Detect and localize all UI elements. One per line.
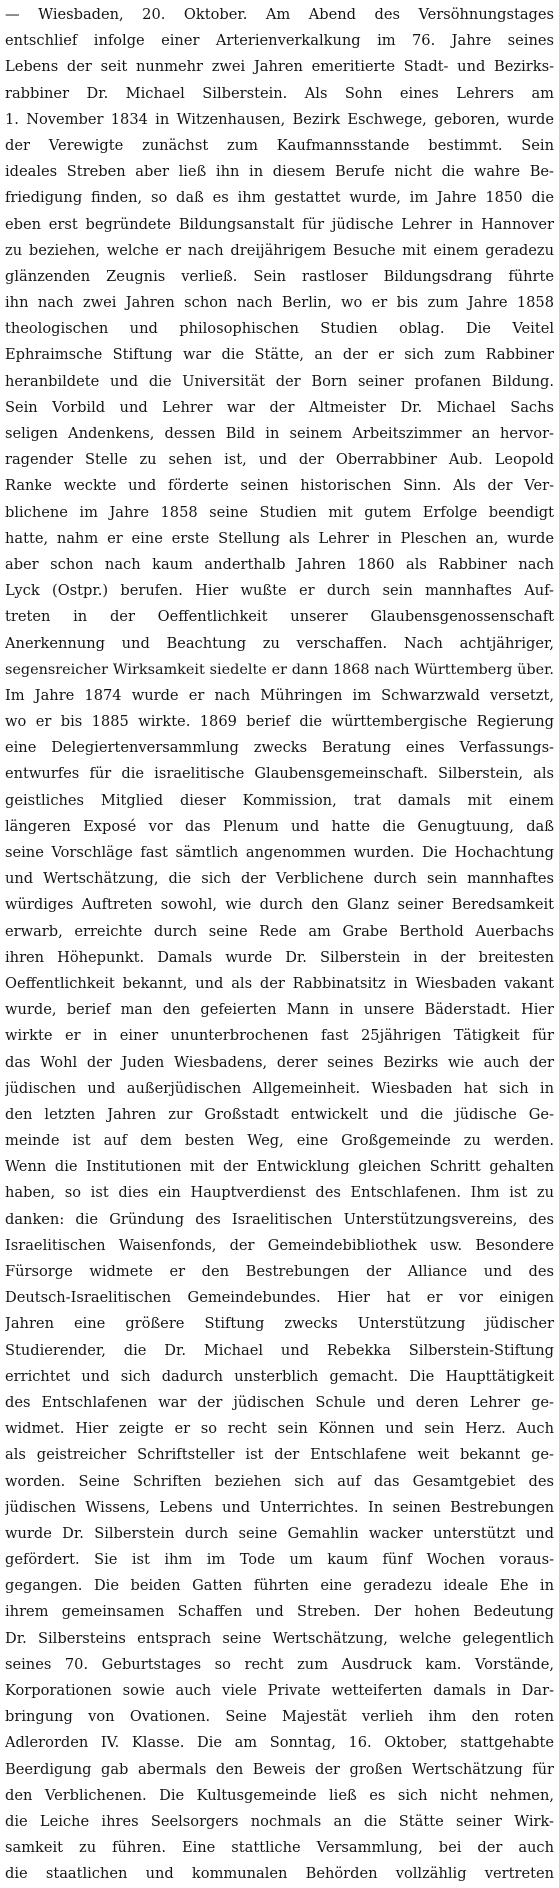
text-line: seine Vorschläge fast sämtlich angenommen wurden. Die Hochachtung xyxy=(5,844,554,861)
text-line: als geistreicher Schriftsteller ist der Entschlafene weit bekannt ge- xyxy=(5,1446,554,1464)
text-line: eine Delegiertenversammlung zwecks Beratung eines Verfassungs- xyxy=(5,739,554,757)
text-line: Korporationen sowie auch viele Private wetteiferten damals in Dar- xyxy=(5,1682,554,1699)
text-line: Oeffentlichkeit bekannt, und als der Rabbinatsitz in Wiesbaden vakant xyxy=(5,974,554,992)
text-line: Studierender, die Dr. Michael und Rebekka Silberstein-Stiftung xyxy=(5,1341,554,1359)
text-line: wurde Dr. Silberstein durch seine Gemahlin wacker unterstützt und xyxy=(5,1524,554,1542)
text-line: friedigung finden, so daß es ihm gestattet wurde, im Jahre 1850 die xyxy=(5,189,554,207)
text-line: Lebens der seit nunmehr zwei Jahren emeritierte Stadt- und Bezirks- xyxy=(5,58,554,76)
text-line: worden. Seine Schriften beziehen sich auf das Gesamtgebiet des xyxy=(5,1472,554,1490)
text-line: Lyck (Ostpr.) berufen. Hier wußte er durch sein mannhaftes Auf- xyxy=(5,582,554,600)
text-line: 1. November 1834 in Witzenhausen, Bezirk Eschwege, geboren, wurde xyxy=(5,110,554,128)
text-line: segensreicher Wirksamkeit siedelte er dann 1868 nach Württemberg über. xyxy=(5,661,554,678)
text-line: Jahren eine größere Stiftung zwecks Unterstützung jüdischer xyxy=(5,1315,554,1333)
text-line: haben, so ist dies ein Hauptverdienst des Entschlafenen. Ihm ist zu xyxy=(5,1184,554,1202)
text-line: — Wiesbaden, 20. Oktober. Am Abend des Versöhnungstages xyxy=(5,6,554,23)
text-line: ihn nach zwei Jahren schon nach Berlin, wo er bis zum Jahre 1858 xyxy=(5,294,554,312)
text-line: ihren Höhepunkt. Damals wurde Dr. Silberstein in der breitesten xyxy=(5,948,554,966)
text-line: geistliches Mitglied dieser Kommission, trat damals mit einem xyxy=(5,791,554,809)
text-line: erwarb, erreichte durch seine Rede am Grabe Berthold Auerbachs xyxy=(5,922,554,940)
text-line: eben erst begründete Bildungsanstalt für jüdische Lehrer in Hannover xyxy=(5,215,554,233)
text-line: widmet. Hier zeigte er so recht sein Können und sein Herz. Auch xyxy=(5,1420,554,1438)
text-line: die Leiche ihres Seelsorgers nochmals an die Stätte seiner Wirk- xyxy=(5,1812,554,1830)
text-line: das Wohl der Juden Wiesbadens, derer seines Bezirks wie auch der xyxy=(5,1053,554,1071)
text-line: seligen Andenkens, dessen Bild in seinem Arbeitszimmer an hervor- xyxy=(5,425,554,442)
text-line: Beerdigung gab abermals den Beweis der großen Wertschätzung für xyxy=(5,1760,554,1778)
text-line: Ephraimsche Stiftung war die Stätte, an der er sich zum Rabbiner xyxy=(5,346,554,364)
text-line: bringung von Ovationen. Seine Majestät verlieh ihm den roten xyxy=(5,1708,554,1726)
text-line: gegangen. Die beiden Gatten führten eine geradezu ideale Ehe in xyxy=(5,1577,554,1595)
text-line: den Verblichenen. Die Kultusgemeinde ließ es sich nicht nehmen, xyxy=(5,1786,554,1804)
text-line: die staatlichen und kommunalen Behörden vollzählig vertreten xyxy=(5,1865,554,1883)
text-line: treten in der Oeffentlichkeit unserer Glaubensgenossenschaft xyxy=(5,608,554,626)
text-line: würdiges Auftreten sowohl, wie durch den Glanz seiner Beredsamkeit xyxy=(5,896,554,914)
text-line: heranbildete und die Universität der Born seiner profanen Bildung. xyxy=(5,372,554,390)
text-line: Ranke weckte und förderte seinen historischen Sinn. Als der Ver- xyxy=(5,477,554,495)
article-column xyxy=(5,2,554,1888)
text-line: entschlief infolge einer Arterienverkalkung im 76. Jahre seines xyxy=(5,32,554,50)
text-line: Dr. Silbersteins entsprach seine Wertschätzung, welche gelegentlich xyxy=(5,1629,554,1647)
text-line: aber schon nach kaum anderthalb Jahren 1860 als Rabbiner nach xyxy=(5,555,554,573)
text-line: des Entschlafenen war der jüdischen Schule und deren Lehrer ge- xyxy=(5,1393,554,1411)
text-line: wo er bis 1885 wirkte. 1869 berief die württembergische Regierung xyxy=(5,713,554,731)
text-line: blichene im Jahre 1858 seine Studien mit gutem Erfolge beendigt xyxy=(5,503,554,521)
text-line: ragender Stelle zu sehen ist, und der Oberrabbiner Aub. Leopold xyxy=(5,451,554,469)
text-line: der Verewigte zunächst zum Kaufmannsstande bestimmt. Sein xyxy=(5,136,554,154)
text-line: Sein Vorbild und Lehrer war der Altmeister Dr. Michael Sachs xyxy=(5,398,554,416)
text-line: jüdischen Wissens, Lebens und Unterrichtes. In seinen Bestrebungen xyxy=(5,1498,554,1516)
text-line: wurde, berief man den gefeierten Mann in unsere Bäderstadt. Hier xyxy=(5,1001,554,1019)
text-line: entwurfes für die israelitische Glaubensgemeinschaft. Silberstein, als xyxy=(5,765,554,783)
text-line: jüdischen und außerjüdischen Allgemeinheit. Wiesbaden hat sich in xyxy=(5,1079,554,1097)
text-line: samkeit zu führen. Eine stattliche Versammlung, bei der auch xyxy=(5,1839,554,1857)
text-line: den letzten Jahren zur Großstadt entwickelt und die jüdische Ge- xyxy=(5,1105,554,1123)
text-line: Deutsch-Israelitischen Gemeindebundes. Hier hat er vor einigen xyxy=(5,1289,554,1307)
text-line: Wenn die Institutionen mit der Entwicklung gleichen Schritt gehalten xyxy=(5,1158,554,1176)
text-line: längeren Exposé vor das Plenum und hatte die Genugtuung, daß xyxy=(5,817,554,835)
text-line: meinde ist auf dem besten Weg, eine Großgemeinde zu werden. xyxy=(5,1132,554,1150)
text-line: und Wertschätzung, die sich der Verblichene durch sein mannhaftes xyxy=(5,870,554,888)
text-line: Adlerorden IV. Klasse. Die am Sonntag, 16. Oktober, stattgehabte xyxy=(5,1734,554,1752)
text-line: danken: die Gründung des Israelitischen Unterstützungsvereins, des xyxy=(5,1210,554,1228)
text-line: zu beziehen, welche er nach dreijährigem Besuche mit einem geradezu xyxy=(5,241,554,259)
text-line: Im Jahre 1874 wurde er nach Mühringen im Schwarzwald versetzt, xyxy=(5,686,554,704)
text-line: hatte, nahm er eine erste Stellung als Lehrer in Pleschen an, wurde xyxy=(5,529,554,547)
text-line: seines 70. Geburtstages so recht zum Ausdruck kam. Vorstände, xyxy=(5,1655,554,1673)
text-line: ihrem gemeinsamen Schaffen und Streben. Der hohen Bedeutung xyxy=(5,1603,554,1621)
text-line: Anerkennung und Beachtung zu verschaffen. Nach achtjähriger, xyxy=(5,634,554,652)
text-line: Israelitischen Waisenfonds, der Gemeindebibliothek usw. Besondere xyxy=(5,1236,554,1254)
text-line: ideales Streben aber ließ ihn in diesem Berufe nicht die wahre Be- xyxy=(5,163,554,181)
text-line: theologischen und philosophischen Studien oblag. Die Veitel xyxy=(5,320,554,338)
text-line: glänzenden Zeugnis verließ. Sein rastloser Bildungsdrang führte xyxy=(5,267,554,285)
text-line: rabbiner Dr. Michael Silberstein. Als Sohn eines Lehrers am xyxy=(5,84,554,102)
text-line: wirkte er in einer ununterbrochenen fast 25jährigen Tätigkeit für xyxy=(5,1027,554,1045)
text-line: gefördert. Sie ist ihm im Tode um kaum fünf Wochen voraus- xyxy=(5,1551,554,1569)
text-line: errichtet und sich dadurch unsterblich gemacht. Die Haupttätigkeit xyxy=(5,1367,554,1385)
text-line: Fürsorge widmete er den Bestrebungen der Alliance und des xyxy=(5,1263,554,1280)
